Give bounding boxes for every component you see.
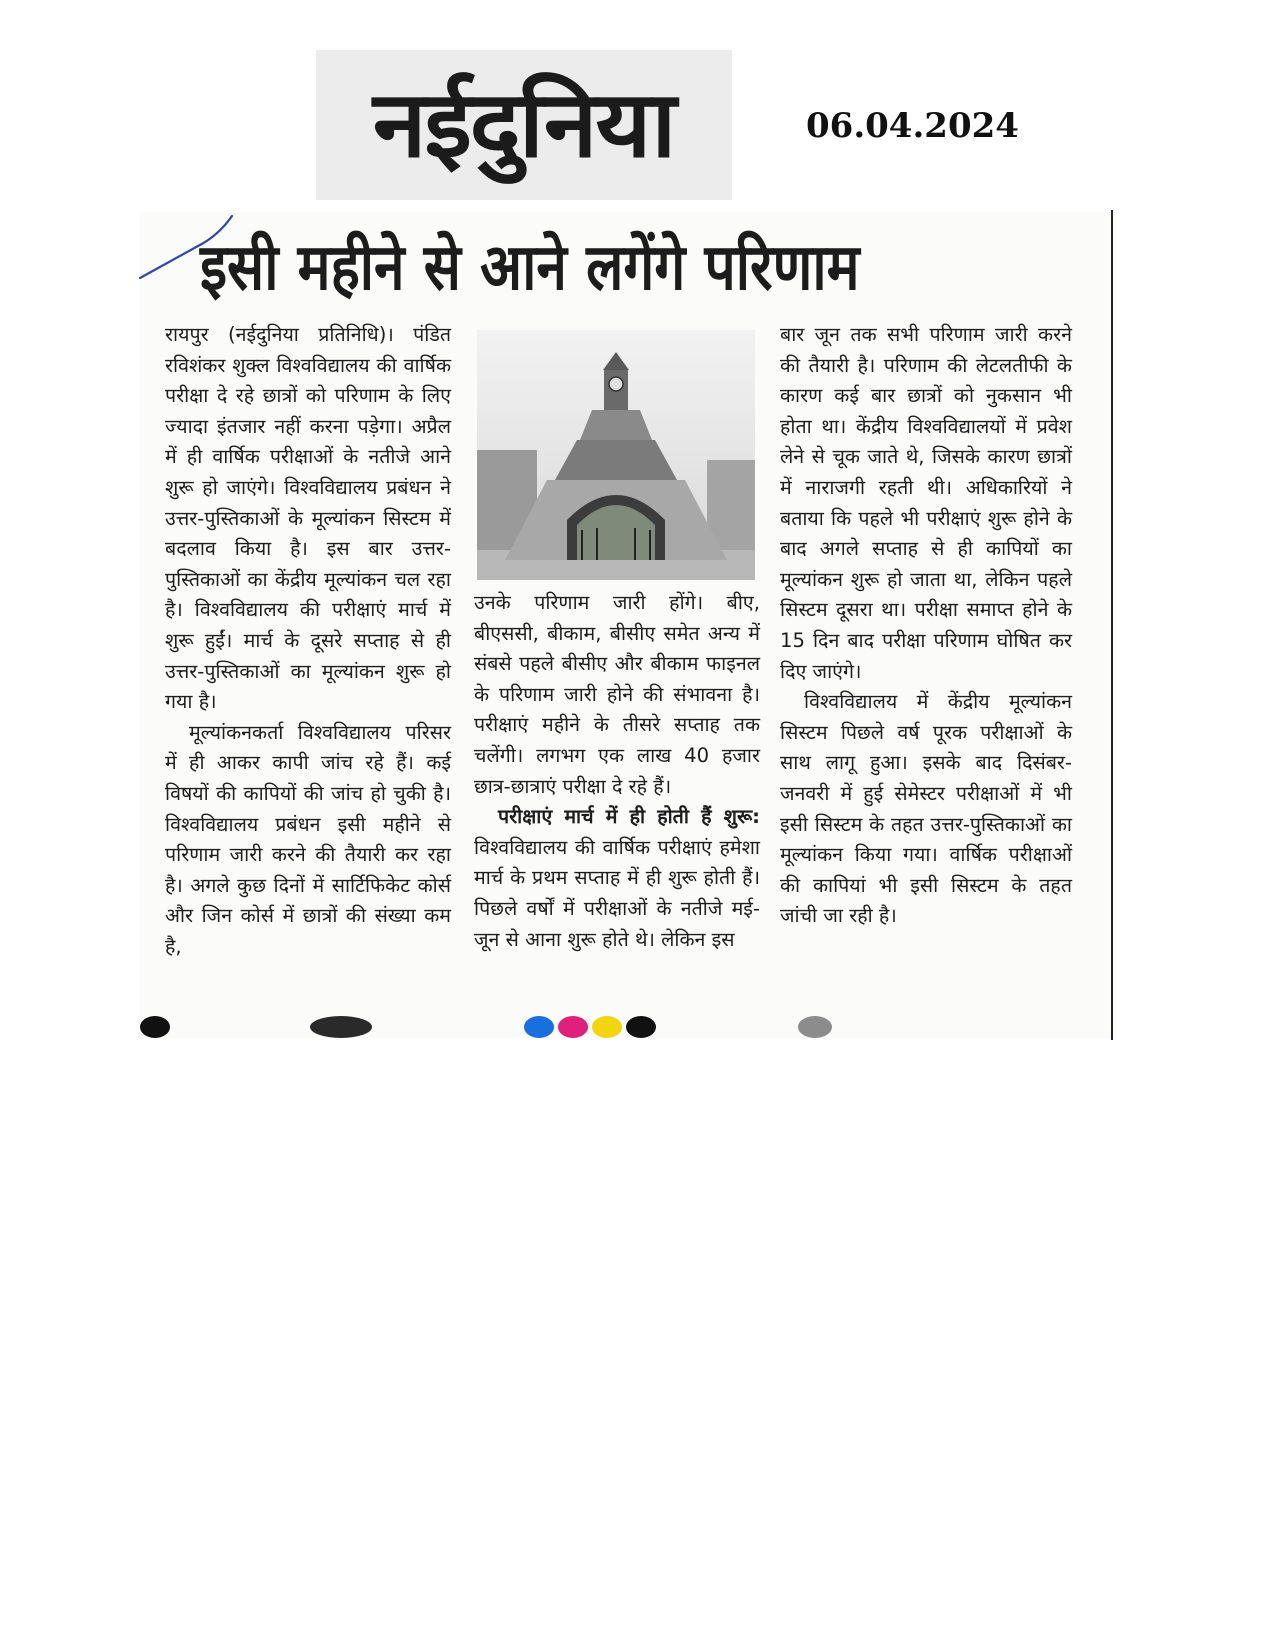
paragraph: विश्वविद्यालय में केंद्रीय मूल्यांकन सिस्टम पिछले वर्ष पूरक परीक्षाओं के साथ लागू हुआ। इसके बाद दिसंबर-जनवरी में हुई सेमेस्टर परीक्षाओं में भी इसी सिस्टम के तहत उत्तर-पुस्तिकाओं का मूल्यांकन किया गया। वार्षिक परीक्षाओं की कापियां भी इसी सिस्टम के तहत जांची जा रही है। — [780, 690, 1072, 928]
article-column-3 — [780, 320, 1072, 932]
paragraph: मूल्यांकनकर्ता विश्वविद्यालय परिसर में ही आकर कापी जांच रहे हैं। कई विषयों की कापियों की जांच हो चुकी है। विश्वविद्यालय प्रबंधन इसी महीने से परिणाम जारी करने की तैयारी कर रहा है। अगले कुछ दिनों में सार्टिफिकेट कोर्स और जिन कोर्स में छात्रों की संख्या कम है, — [165, 720, 451, 958]
registration-mark — [558, 1016, 588, 1038]
paragraph: रायपुर (नईदुनिया प्रतिनिधि)। पंडित रविशंकर शुक्ल विश्वविद्यालय की वार्षिक परीक्षा दे रहे छात्रों को परिणाम के लिए ज्यादा इंतजार नहीं करना पड़ेगा। अप्रैल में ही वार्षिक परीक्षाओं के नतीजे आने शुरू हो जाएंगे। विश्वविद्यालय प्रबंधन ने उत्तर-पुस्तिकाओं के मूल्यांकन सिस्टम में बदलाव किया है। इस बार उत्तर-पुस्तिकाओं का केंद्रीय मूल्यांकन चल रहा है। विश्वविद्यालय की परीक्षाएं मार्च में शुरू हुईं। मार्च के दूसरे सप्ताह से ही उत्तर-पुस्तिकाओं का मूल्यांकन शुरू हो गया है। — [165, 323, 451, 714]
registration-mark — [798, 1016, 832, 1038]
paragraph-text: विश्वविद्यालय की वार्षिक परीक्षाएं हमेशा मार्च के प्रथम सप्ताह में ही शुरू होती हैं। पिछले वर्षों में परीक्षाओं के नतीजे मई-जून से आना शुरू होते थे। लेकिन इस — [474, 835, 760, 951]
paragraph: उनके परिणाम जारी होंगे। बीए, बीएससी, बीकाम, बीसीए समेत अन्य में संबसे पहले बीसीए और बीकाम फाइनल के परिणाम जारी होने की संभावना है। परीक्षाएं महीने के तीसरे सप्ताह तक चलेंगी। लगभग एक लाख 40 हजार छात्र-छात्राएं परीक्षा दे रहे हैं। — [474, 591, 760, 798]
article-headline: इसी महीने से आने लगेंगे परिणाम — [200, 231, 860, 305]
clipping-edge-rule — [1111, 210, 1113, 1040]
newspaper-logo: नईदुनिया — [373, 71, 675, 178]
paragraph-with-subhead — [474, 802, 760, 955]
article-column-2 — [474, 588, 760, 955]
registration-mark — [310, 1016, 372, 1038]
print-registration-marks — [140, 1016, 1114, 1040]
gate-illustration — [477, 330, 755, 580]
registration-mark — [140, 1016, 170, 1038]
registration-mark — [626, 1016, 656, 1038]
masthead — [316, 50, 732, 200]
registration-mark — [524, 1016, 554, 1038]
registration-mark — [592, 1016, 622, 1038]
article-column-1 — [165, 320, 451, 962]
paragraph: बार जून तक सभी परिणाम जारी करने की तैयारी है। परिणाम की लेटलतीफी के कारण कई बार छात्रों को नुकसान भी होता था। केंद्रीय विश्वविद्यालयों में प्रवेश लेने से चूक जाते थे, जिसके कारण छात्रों में नाराजगी रहती थी। अधिकारियों ने बताया कि पहले भी परीक्षाएं शुरू होने के बाद अगले सप्ताह से ही कापियों का मूल्यांकन शुरू हो जाता था, लेकिन पहले सिस्टम दूसरा था। परीक्षा समाप्त होने के 15 दिन बाद परीक्षा परिणाम घोषित कर दिए जाएंगे। — [780, 323, 1072, 683]
clipping-date: 06.04.2024 — [806, 106, 1019, 146]
university-gate-photo — [477, 330, 755, 580]
article-subhead: परीक्षाएं मार्च में ही होती हैं शुरू: — [498, 805, 760, 829]
